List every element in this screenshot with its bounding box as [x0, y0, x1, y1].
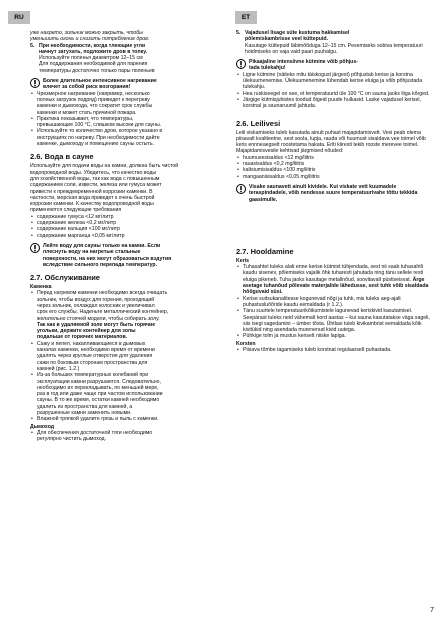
intro-text: уже нагрето, зольник можно закрыть, чтобы уменьшить огонь и снизить потребление дров. — [30, 30, 150, 43]
list-item: • Из-за больших температурных колебаний при эксплуатации камни разрушаются. Следовательно, необходимо их перекладывать, по меньшей мере, раз в год или даже чаще при частом использовании сауны. В то же время, остатки камней необходимо удалить из пространства для камней, а разрушенные камни заменить новыми. — [30, 372, 226, 416]
warning-icon — [30, 78, 40, 88]
warning-title: Pikaajaline intensiivne kütmine võib põhjus- tada tulekahju! — [249, 59, 358, 72]
list-item: • Ligne kütmine (näiteks mitu täiskogust järgest) põhjustab kerise ja korstna ülekuumenemise. Ülekuumenemine lühendab kerise eluiga ja võib põhjustada tulekahju. — [236, 72, 432, 91]
list-item: • содержание гумуса <12 мг/литр — [30, 214, 226, 220]
list-item: • содержание марганца <0,05 мг/литр — [30, 233, 226, 239]
subheading: Korsten — [236, 340, 256, 347]
chimney-list — [236, 347, 432, 353]
language-tab-ru: RU — [8, 11, 30, 24]
list-item: • Практика показывает, что температуры, превышающие 100 °C, слишком высоки для сауны. — [30, 116, 226, 129]
warning-icon — [236, 59, 246, 69]
warning-text: Лейте воду для сауны только на камни. Если плеснуть воду на нагретые стальные поверхности, на них могут образоваться вздутия вследствие сильного перепада температур. — [43, 242, 172, 268]
warning-title: Более длительное интенсивное нагревание влечет за собой риск возгорания! — [43, 78, 157, 91]
list-item: • Чрезмерное нагревание (например, несколько полных загрузок подряд) приведет к перегреву каменки и дымохода, что сократит срок службы каменки и может стать причиной пожара. — [30, 91, 226, 116]
step-number: 5. — [236, 30, 241, 36]
list-item: • Сажу и пепел, накапливающиеся в дымовых каналах каменки, необходимо время от времени удалять через круглые отверстия для удаления сажи по боковым сторонам пространства для камней (рис. 1.2.) — [30, 341, 226, 372]
list-item: • Tuhasahtel tuleks alati enne kerise kütmist tühjendada, sest nii saab tuhasahtli kaudu sisenev, põlemiseks vajalik õhk tuharesti jahutada ning tänu sellele resti eluiga pikeneb. Tuha jaoks kasutage metallnõud, soovitavalt püstiseisvat. Ärge asetage tuhanõud põlevate materjalide lähedusse, sest tuhk võib sisaldada hõõguvaid süsi. — [236, 264, 432, 295]
warning-list — [30, 91, 226, 148]
warning-icon — [30, 243, 40, 253]
step-text: Kasutage küttepuid läbimõõduga 12–15 cm. Pesemiseks sobiva temperatuuri hoidmiseks on vaja vaid paari puuhalgu. — [245, 42, 423, 55]
step-5 — [236, 30, 432, 55]
list-item: • Используйте то количество дров, которое указано в инструкциях по нагреву. При необходимости дайте каменке, дымоходу и помещению сауны остыть. — [30, 128, 226, 147]
chimney-list — [30, 430, 226, 443]
section-heading: 2.6. Leilivesi — [236, 118, 281, 128]
list-item: • huumusesisaldus <12 mg/liitris — [236, 155, 432, 161]
fire-warning — [30, 78, 226, 91]
list-item: • Piisava tõmbe tagamiseks tuleb korstnat regulaarselt puhastada. — [236, 347, 432, 353]
warning-icon — [236, 184, 246, 194]
subheading: Keris — [236, 257, 249, 264]
subheading: Дымоход — [30, 423, 55, 430]
list-item: • Järgige kütmisjuhistes toodud õigeid puude hulkasid. Laske vajadusel kerisel, korstnal ja saunaruumil jahtuda. — [236, 97, 432, 110]
list-item: • содержание железа <0,2 мг/литр — [30, 220, 226, 226]
list-item: • Kerise suitsukanalitesse kogunevad nõgi ja tuhk, mis tuleks aeg-ajalt puhastusluõõride kaudu eemaldada (r 1.2.). — [236, 296, 432, 309]
water-requirements-list — [30, 214, 226, 239]
list-item: • mangaanisisaldus <0,05 mg/liitris — [236, 174, 432, 180]
column-estonian — [236, 30, 432, 353]
water-warning — [236, 184, 432, 203]
section-heading: 2.6. Вода в сауне — [30, 152, 94, 162]
list-item: • kaltsiumisisaldus <100 mg/liitris — [236, 167, 432, 173]
list-item: • содержание кальция <100 мг/литр — [30, 226, 226, 232]
warning-text: Visake saunavett ainult kividele. Kui viskate vett kuumadele teraspindadele, võib nendesse suure temperatuurivahe tõttu tekkida gaasimulle. — [249, 183, 418, 203]
step-title: При необходимости, когда тлеющие угли начнут затухать, подложите дров в топку. — [39, 42, 148, 55]
section-text: Leili viskamiseks tuleb kasutada ainult puhast majapidamisvett. Vesi peab olema piisavalt kvaliteetne, sest soola, lupja, rauda või huumust sisaldava vee toimel võib keris ennneaegselt roostetama hakata. Eriti kiiresti tekib rooste merevee toimel. Majapidamisvesile kehtivad järgmised nõuded: — [236, 129, 426, 155]
step-title: Vajadusel lisage süte kustuma hakkamisel põlemiskambrisse veel küttepuid. — [245, 30, 350, 43]
list-item: • Hea ruskiseegel on see, et temperatuurid üle 100 °C on sauna jaoks liiga kõrged. — [236, 91, 432, 97]
water-requirements-list — [236, 155, 432, 180]
list-item: • rauasisaldus <0,2 mg/liitris — [236, 161, 432, 167]
list-item: • Влажной тряпкой удалите грязь и пыль с каменки. — [30, 416, 226, 422]
maintenance-list — [236, 264, 432, 340]
section-text: Используйте для подачи воды на камни, должна быть чистой водопроводной воды. Убедитесь, что качество воды для хозяйственной воды, так как вода с повышенным содержанием соли, извести, железа или гумуса может привести к преждевременной коррозии каменки. В частности, морская вода приведет к очень быстрой коррозии каменки. К качеству водопроводной воды применяются следующие требования — [30, 163, 179, 214]
list-item: • Перед нагревом каменки необходимо всегда очищать зольник, чтобы воздух для горения, проходящий через зольник, охлаждал колосник и увеличивал срок его службы. Наденьте металлический контейнер, желательно стоячей модели, чтобы собирать золу. Так как в удаляемой золе могут быть горячие угольки, держите контейнер для золы подальше от горючих материалов. — [30, 290, 226, 340]
step-5 — [30, 43, 226, 74]
page-number: 7 — [430, 607, 434, 614]
list-item: • Pühkige tolm ja mustus keriselt niiske lapiga. — [236, 333, 432, 339]
section-heading: 2.7. Обслуживание — [30, 273, 100, 283]
language-tab-et: ET — [235, 11, 257, 24]
maintenance-list — [30, 290, 226, 422]
water-warning — [30, 243, 226, 268]
subheading: Каменка — [30, 284, 52, 291]
column-russian — [30, 30, 226, 443]
list-item: • Для обеспечения достаточной тяги необходимо регулярно чистить дымоход. — [30, 430, 226, 443]
warning-list — [236, 72, 432, 110]
step-number: 5. — [30, 42, 35, 49]
step-text: Используйте поленья диаметром 12–15 см Для поддержания необходимой для парения температуры достаточно только пары поленьев — [39, 55, 155, 74]
fire-warning — [236, 59, 432, 72]
section-heading: 2.7. Hooldamine — [236, 246, 294, 256]
list-item: • Tänu suurtele temperatuurikõikumistele lagunevad keriskivid kasutamisel. Seepärast tuleks neid vähemalt kord aastas – kui sauna kasutatakse väga sageli, siis isegi sagedamini – ümber tõsta. Ühtlasi tuleb kivikambrist eemaldada kõik kivitükid ning asendada murenenud kivid uutega. — [236, 308, 432, 333]
